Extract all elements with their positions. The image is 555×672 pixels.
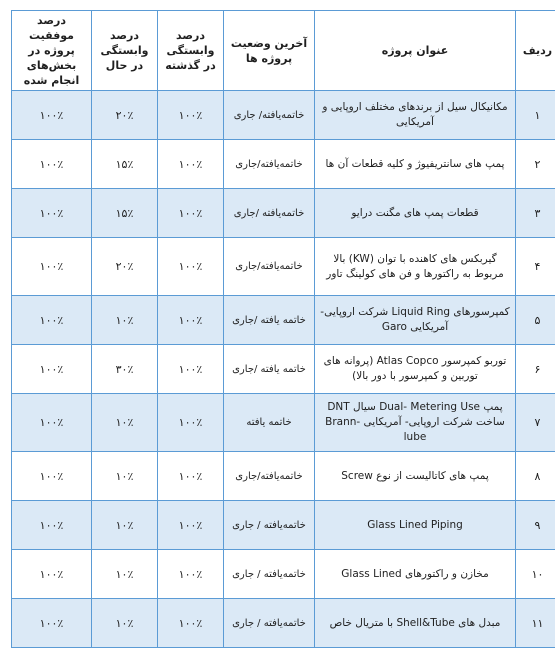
past-dependency: ۱۰۰٪ bbox=[158, 394, 224, 452]
table-header-row bbox=[12, 11, 555, 91]
table-row bbox=[12, 599, 555, 648]
past-dependency: ۱۰۰٪ bbox=[158, 345, 224, 394]
projects-table bbox=[11, 10, 555, 648]
project-title: مخازن و راکتورهای Glass Lined bbox=[315, 550, 516, 599]
table-row bbox=[12, 140, 555, 189]
success-rate: ۱۰۰٪ bbox=[12, 189, 92, 238]
current-dependency: ۱۰٪ bbox=[92, 452, 158, 501]
success-rate: ۱۰۰٪ bbox=[12, 394, 92, 452]
table-row bbox=[12, 238, 555, 296]
current-dependency: ۲۰٪ bbox=[92, 238, 158, 296]
table-row bbox=[12, 452, 555, 501]
projects-table-container bbox=[11, 10, 553, 648]
row-number: ۴ bbox=[516, 238, 555, 296]
header-current-dependency: درصد وابستگی در حال bbox=[92, 11, 158, 91]
project-status: خاتمه‌یافته / جاری bbox=[224, 501, 315, 550]
success-rate: ۱۰۰٪ bbox=[12, 296, 92, 345]
project-title: کمپرسورهای Liquid Ring شرکت اروپایی- آمریکایی Garo bbox=[315, 296, 516, 345]
past-dependency: ۱۰۰٪ bbox=[158, 550, 224, 599]
current-dependency: ۱۰٪ bbox=[92, 296, 158, 345]
header-success-rate: درصد موفقیت پروژه در بخش‌های انجام شده bbox=[12, 11, 92, 91]
project-status: خاتمه‌یافته/جاری bbox=[224, 238, 315, 296]
project-status: خاتمه‌یافته / جاری bbox=[224, 599, 315, 648]
past-dependency: ۱۰۰٪ bbox=[158, 238, 224, 296]
project-status: خاتمه‌یافته/جاری bbox=[224, 140, 315, 189]
success-rate: ۱۰۰٪ bbox=[12, 345, 92, 394]
success-rate: ۱۰۰٪ bbox=[12, 238, 92, 296]
project-status: خاتمه یافته bbox=[224, 394, 315, 452]
table-row bbox=[12, 394, 555, 452]
past-dependency: ۱۰۰٪ bbox=[158, 296, 224, 345]
current-dependency: ۱۵٪ bbox=[92, 189, 158, 238]
row-number: ۱۰ bbox=[516, 550, 555, 599]
current-dependency: ۱۰٪ bbox=[92, 394, 158, 452]
row-number: ۳ bbox=[516, 189, 555, 238]
project-title: قطعات پمپ های مگنت درایو bbox=[315, 189, 516, 238]
success-rate: ۱۰۰٪ bbox=[12, 140, 92, 189]
success-rate: ۱۰۰٪ bbox=[12, 91, 92, 140]
row-number: ۸ bbox=[516, 452, 555, 501]
current-dependency: ۱۰٪ bbox=[92, 550, 158, 599]
past-dependency: ۱۰۰٪ bbox=[158, 452, 224, 501]
project-status: خاتمه یافته /جاری bbox=[224, 345, 315, 394]
table-row bbox=[12, 91, 555, 140]
row-number: ۱ bbox=[516, 91, 555, 140]
past-dependency: ۱۰۰٪ bbox=[158, 91, 224, 140]
project-status: خاتمه‌یافته/ جاری bbox=[224, 91, 315, 140]
project-title: توربو کمپرسور Atlas Copco (پروانه های توربین و کمپرسور با دور بالا) bbox=[315, 345, 516, 394]
row-number: ۶ bbox=[516, 345, 555, 394]
current-dependency: ۱۰٪ bbox=[92, 501, 158, 550]
success-rate: ۱۰۰٪ bbox=[12, 452, 92, 501]
success-rate: ۱۰۰٪ bbox=[12, 501, 92, 550]
project-title: مکانیکال سیل از برندهای مختلف اروپایی و آمریکایی bbox=[315, 91, 516, 140]
table-row bbox=[12, 189, 555, 238]
row-number: ۲ bbox=[516, 140, 555, 189]
project-status: خاتمه‌یافته /جاری bbox=[224, 189, 315, 238]
project-title: مبدل های Shell&Tube با متریال خاص bbox=[315, 599, 516, 648]
project-title: پمپ Dual- Metering Use سیال DNT ساخت شرکت اروپایی- آمریکایی Brann-lube bbox=[315, 394, 516, 452]
table-row bbox=[12, 296, 555, 345]
success-rate: ۱۰۰٪ bbox=[12, 550, 92, 599]
row-number: ۷ bbox=[516, 394, 555, 452]
past-dependency: ۱۰۰٪ bbox=[158, 501, 224, 550]
row-number: ۱۱ bbox=[516, 599, 555, 648]
current-dependency: ۱۵٪ bbox=[92, 140, 158, 189]
project-status: خاتمه‌یافته / جاری bbox=[224, 550, 315, 599]
row-number: ۹ bbox=[516, 501, 555, 550]
past-dependency: ۱۰۰٪ bbox=[158, 140, 224, 189]
header-past-dependency: درصد وابستگی در گذشته bbox=[158, 11, 224, 91]
current-dependency: ۳۰٪ bbox=[92, 345, 158, 394]
past-dependency: ۱۰۰٪ bbox=[158, 599, 224, 648]
project-title: پمپ های کاتالیست از نوع Screw bbox=[315, 452, 516, 501]
current-dependency: ۱۰٪ bbox=[92, 599, 158, 648]
project-title: Glass Lined Piping bbox=[315, 501, 516, 550]
header-row-number: ردیف bbox=[516, 11, 555, 91]
project-status: خاتمه‌یافته/جاری bbox=[224, 452, 315, 501]
table-row bbox=[12, 501, 555, 550]
current-dependency: ۲۰٪ bbox=[92, 91, 158, 140]
past-dependency: ۱۰۰٪ bbox=[158, 189, 224, 238]
row-number: ۵ bbox=[516, 296, 555, 345]
table-row bbox=[12, 345, 555, 394]
project-title: گیربکس های کاهنده با توان (KW) بالا مربوط به راکتورها و فن های کولینگ تاور bbox=[315, 238, 516, 296]
header-project-title: عنوان پروژه bbox=[315, 11, 516, 91]
success-rate: ۱۰۰٪ bbox=[12, 599, 92, 648]
project-status: خاتمه یافته /جاری bbox=[224, 296, 315, 345]
table-row bbox=[12, 550, 555, 599]
header-status: آخرین وضعیت پروژه ها bbox=[224, 11, 315, 91]
project-title: پمپ های سانتریفیوژ و کلیه قطعات آن ها bbox=[315, 140, 516, 189]
